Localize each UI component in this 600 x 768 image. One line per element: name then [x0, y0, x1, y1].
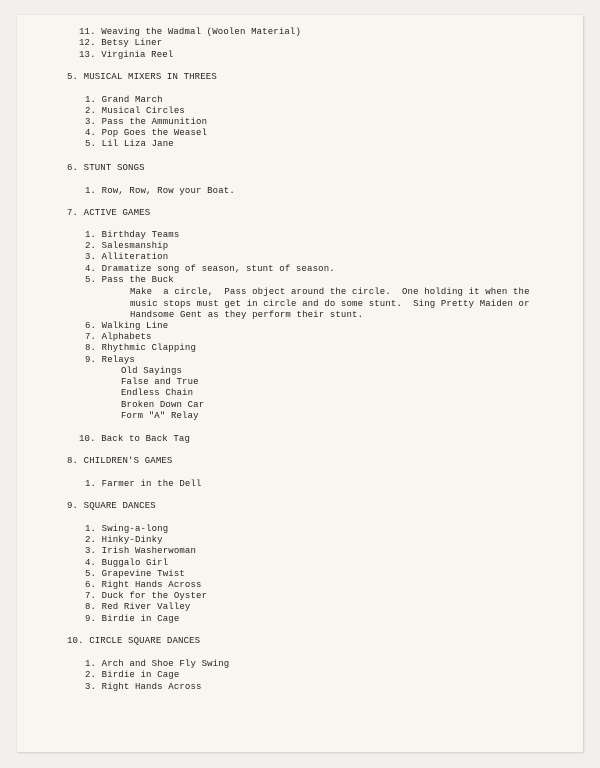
list-item: 3. Alliteration — [85, 252, 169, 262]
section-heading: 9. SQUARE DANCES — [67, 501, 156, 511]
list-item: 1. Birthday Teams — [85, 230, 180, 240]
list-item: 8. Red River Valley — [85, 602, 191, 612]
list-item: 1. Farmer in the Dell — [85, 479, 202, 489]
list-item: 1. Swing-a-long — [85, 524, 169, 534]
list-item: 5. Pass the Buck — [85, 275, 174, 285]
list-item: 10. Back to Back Tag — [79, 434, 191, 444]
list-item: 3. Pass the Ammunition — [85, 117, 208, 127]
relay-item: False and True — [121, 377, 199, 387]
section-heading: 5. MUSICAL MIXERS IN THREES — [67, 72, 217, 82]
list-item: 13. Virginia Reel — [79, 50, 174, 60]
list-item: 3. Right Hands Across — [85, 682, 202, 692]
list-item: 2. Birdie in Cage — [85, 670, 180, 680]
list-item: 3. Irish Washerwoman — [85, 546, 197, 556]
relay-item: Form "A" Relay — [121, 411, 199, 421]
section-heading: 8. CHILDREN'S GAMES — [67, 456, 173, 466]
list-item: 2. Hinky-Dinky — [85, 535, 163, 545]
list-item: 9. Relays — [85, 355, 135, 365]
list-item: 1. Arch and Shoe Fly Swing — [85, 659, 230, 669]
list-item: 4. Pop Goes the Weasel — [85, 128, 208, 138]
list-item: 6. Walking Line — [85, 321, 169, 331]
list-item: 8. Rhythmic Clapping — [85, 343, 197, 353]
section-heading: 7. ACTIVE GAMES — [67, 208, 151, 218]
list-item: 1. Grand March — [85, 95, 163, 105]
list-item: 7. Alphabets — [85, 332, 152, 342]
list-item: 9. Birdie in Cage — [85, 614, 180, 624]
note-line: Handsome Gent as they perform their stunt. — [130, 310, 364, 320]
relay-item: Endless Chain — [121, 388, 194, 398]
list-item: 5. Lil Liza Jane — [85, 139, 174, 149]
list-item: 1. Row, Row, Row your Boat. — [85, 186, 235, 196]
note-line: music stops must get in circle and do some stunt. Sing Pretty Maiden or — [130, 299, 530, 309]
list-item: 2. Musical Circles — [85, 106, 185, 116]
list-item: 4. Dramatize song of season, stunt of season. — [85, 264, 335, 274]
list-item: 6. Right Hands Across — [85, 580, 202, 590]
relay-item: Old Sayings — [121, 366, 183, 376]
note-line: Make a circle, Pass object around the circle. One holding it when the — [130, 287, 530, 297]
list-item: 12. Betsy Liner — [79, 38, 163, 48]
list-item: 5. Grapevine Twist — [85, 569, 185, 579]
list-item: 7. Duck for the Oyster — [85, 591, 208, 601]
list-item: 11. Weaving the Wadmal (Woolen Material) — [79, 27, 302, 37]
section-heading: 10. CIRCLE SQUARE DANCES — [67, 636, 201, 646]
list-item: 2. Salesmanship — [85, 241, 169, 251]
list-item: 4. Buggalo Girl — [85, 558, 169, 568]
section-heading: 6. STUNT SONGS — [67, 163, 145, 173]
relay-item: Broken Down Car — [121, 400, 205, 410]
